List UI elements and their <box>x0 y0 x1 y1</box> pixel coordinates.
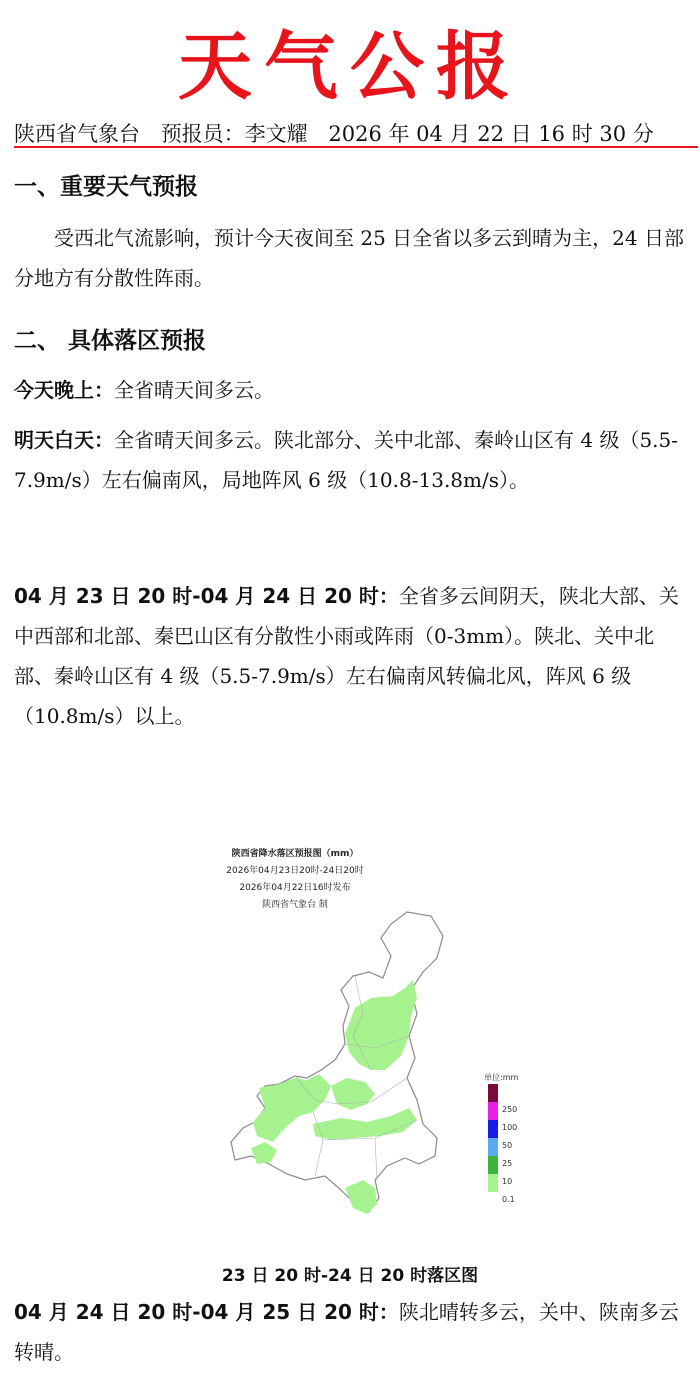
section1-paragraph: 受西北气流影响，预计今天夜间至 25 日全省以多云到晴为主，24 日部分地方有分散性阵雨。 <box>14 226 684 290</box>
tomorrow-forecast <box>14 420 690 500</box>
legend-label-250: 250 <box>502 1105 518 1114</box>
legend-swatch-50 <box>488 1120 498 1138</box>
tomorrow-label: 明天白天： <box>14 428 114 452</box>
byline <box>14 120 668 148</box>
bulletin-title: 天气公报 <box>178 24 522 110</box>
map-title: 陕西省降水落区预报图（mm） <box>231 849 359 859</box>
period1-text: 全省多云间阴天，陕北大部、关中西部和北部、秦巴山区有分散性小雨或阵雨（0-3mm）。陕北、关中北部、秦岭山区有 4 级（5.5-7.9m/s）左右偏南风转偏北风，阵风 6 级（10.8m/s）以上。 <box>14 584 679 728</box>
legend-label-10: 10 <box>502 1177 513 1186</box>
legend-swatch-25 <box>488 1138 498 1156</box>
legend-label-50: 50 <box>502 1141 513 1150</box>
legend-label-100: 100 <box>502 1123 518 1132</box>
precipitation-legend <box>484 1072 544 1222</box>
map-period: 2026年04月23日20时-24日20时 <box>226 866 364 876</box>
period2-label: 04 月 24 日 20 时-04 月 25 日 20 时： <box>14 1300 399 1324</box>
issue-datetime: 2026 年 04 月 22 日 16 时 30 分 <box>328 122 654 146</box>
section2-heading: 二、 具体落区预报 <box>14 328 207 354</box>
period2-forecast <box>14 1292 690 1372</box>
legend-unit: 单位:mm <box>484 1073 519 1082</box>
header-divider <box>14 146 698 148</box>
legend-swatch-250 <box>488 1084 498 1102</box>
map-issue-time: 2026年04月22日16时发布 <box>239 883 351 893</box>
section1-heading: 一、重要天气预报 <box>14 174 198 200</box>
period1-label: 04 月 23 日 20 时-04 月 24 日 20 时： <box>14 584 399 608</box>
forecaster-name: 预报员：李文耀 <box>160 122 308 146</box>
tonight-label: 今天晚上： <box>14 378 114 402</box>
agency-name: 陕西省气象台 <box>14 122 140 146</box>
legend-label-25: 25 <box>502 1159 513 1168</box>
legend-swatch-0-1 <box>488 1174 498 1192</box>
legend-swatch-10 <box>488 1156 498 1174</box>
tonight-forecast <box>14 370 690 410</box>
legend-label-0-1: 0.1 <box>502 1195 515 1204</box>
tomorrow-text: 全省晴天间多云。陕北部分、关中北部、秦岭山区有 4 级（5.5-7.9m/s）左右偏南风，局地阵风 6 级（10.8-13.8m/s）。 <box>14 428 679 492</box>
map-caption: 23 日 20 时-24 日 20 时落区图 <box>221 1266 479 1286</box>
map-producer: 陕西省气象台 制 <box>262 900 328 910</box>
period1-forecast <box>14 576 690 736</box>
shaanxi-outline <box>231 912 443 1212</box>
legend-swatch-100 <box>488 1102 498 1120</box>
period2-text: 陕北晴转多云，关中、陕南多云转晴。 <box>14 1300 679 1364</box>
tonight-text: 全省晴天间多云。 <box>114 378 274 402</box>
